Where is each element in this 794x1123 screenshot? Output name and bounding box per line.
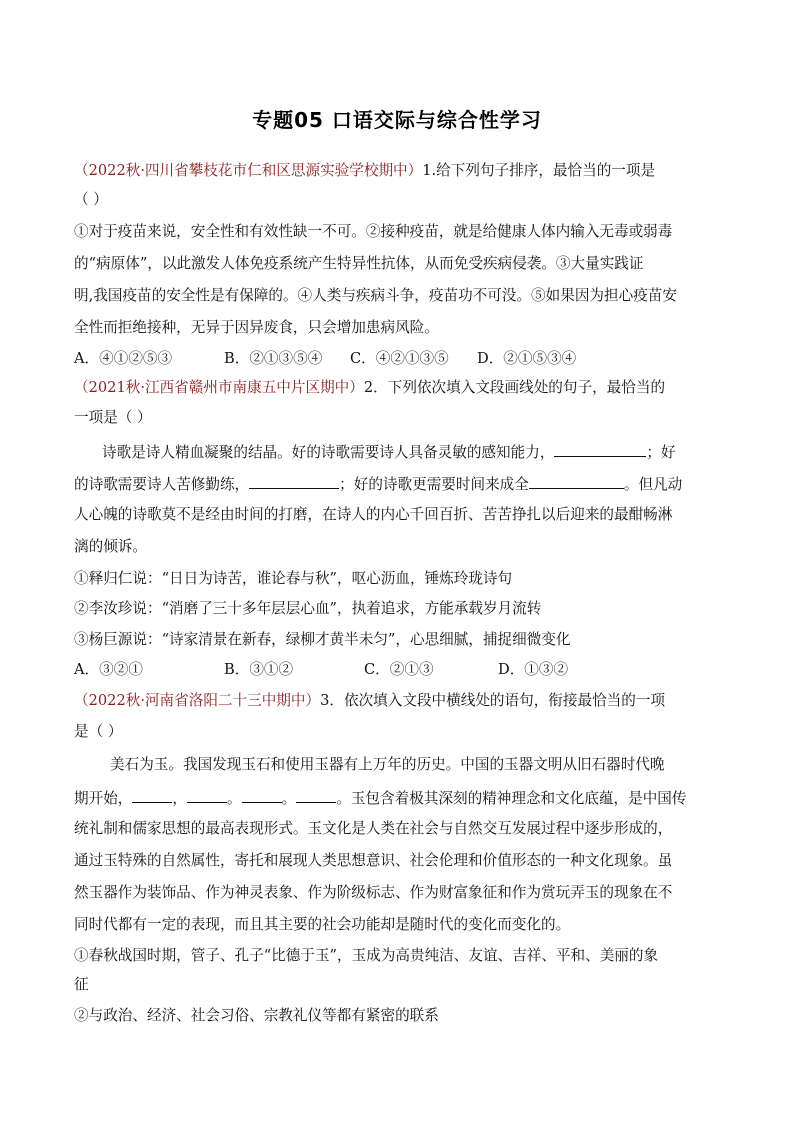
fill-blank <box>529 473 624 489</box>
q1-option-c: C．④②①③⑤ <box>350 350 449 367</box>
q3-para-line-2 <box>74 787 724 809</box>
page-title: 专题05 口语交际与综合性学习 <box>252 108 542 132</box>
q3-para-line-1: 美石为玉。我国发现玉石和使用玉器有上万年的历史。中国的玉器文明从旧石器时代晚 <box>110 756 665 773</box>
q3-stem-line <box>74 691 724 711</box>
q2-sentence-3: ③杨巨源说：“诗家清景在新春，绿柳才黄半未匀”，心思细腻，捕捉细微变化 <box>74 631 571 648</box>
q2-para-text: 。但凡动 <box>623 476 683 493</box>
q1-answer-paren: （ ） <box>74 191 108 208</box>
q2-source: （2021秋·江西省赣州市南康五中片区期中） <box>74 379 364 396</box>
q1-para-line-4: 全性而拒绝接种，无异于因异废食，只会增加患病风险。 <box>74 319 439 336</box>
q2-stem-line <box>74 378 724 398</box>
q3-para-text: 。 <box>227 790 242 807</box>
q1-source: （2022秋·四川省攀枝花市仁和区思源实验学校期中） <box>74 162 423 179</box>
q2-option-b: B．③①② <box>224 661 294 678</box>
q2-option-d: D．①③② <box>498 661 569 678</box>
fill-blank <box>187 787 227 803</box>
q1-stem-line <box>74 161 724 181</box>
q2-stem-line-2: 一项是（ ） <box>74 409 152 426</box>
q3-stem: 3．依次填入文段中横线处的语句，衔接最恰当的一项 <box>320 692 666 709</box>
q3-stem-line-2: 是（ ） <box>74 723 123 740</box>
q3-para-line-4: 通过玉特殊的自然属性，寄托和展现人类思想意识、社会伦理和价值形态的一种文化现象。虽 <box>74 852 673 869</box>
q1-option-b: B．②①③⑤④ <box>224 350 323 367</box>
q3-para-text: 。 <box>281 790 297 807</box>
q1-para-line-2: 的“病原体”，以此激发人体免疫系统产生特异性抗体，从而免受疾病侵袭。③大量实践证 <box>74 255 644 272</box>
q3-sentence-1-cont: 征 <box>74 976 89 993</box>
q1-stem: 1.给下列句子排序，最恰当的一项是 <box>422 162 656 179</box>
fill-blank <box>132 787 172 803</box>
fill-blank <box>554 441 646 457</box>
q2-option-c: C．②①③ <box>364 661 434 678</box>
fill-blank <box>249 473 339 489</box>
q3-sentence-2: ②与政治、经济、社会习俗、宗教礼仪等都有紧密的联系 <box>74 1007 439 1024</box>
q2-para-line-3: 人心魄的诗歌莫不是经由时间的打磨，在诗人的内心千回百折、苦苦挣扎以后迎来的最酣畅淋 <box>74 506 673 523</box>
q3-para-line-5: 然玉器作为装饰品、作为神灵表象、作为阶级标志、作为财富象征和作为赏玩弄玉的现象在不 <box>74 884 673 901</box>
q3-para-text: ， <box>172 790 187 807</box>
q2-para-text: 诗歌是诗人精血凝聚的结晶。好的诗歌需要诗人具备灵敏的感知能力， <box>102 444 555 461</box>
q2-para-line-4: 漓的倾诉。 <box>74 538 147 555</box>
fill-blank <box>296 787 336 803</box>
q2-option-a: A．③②① <box>74 661 143 678</box>
q3-para-text: 期开始， <box>74 790 133 807</box>
q1-option-d: D．②①⑤③④ <box>477 350 577 367</box>
q3-sentence-1: ①春秋战国时期，管子、孔子“比德于玉”，玉成为高贵纯洁、友谊、吉祥、平和、美丽的象 <box>74 947 659 964</box>
q3-para-line-6: 同时代都有一定的表现，而且其主要的社会功能却是随时代的变化而变化的。 <box>74 916 571 933</box>
q3-para-text: 。玉包含着极其深刻的精神理念和文化底蕴，是中国传 <box>336 790 687 807</box>
q3-para-line-3: 统礼制和儒家思想的最高表现形式。玉文化是人类在社会与自然交互发展过程中逐步形成的， <box>74 820 673 837</box>
q2-para-text: ；好的诗歌更需要时间来成全 <box>339 476 529 493</box>
q2-para-text: ；好 <box>646 444 676 461</box>
q3-source: （2022秋·河南省洛阳二十三中期中） <box>74 692 321 709</box>
q2-para-line-2 <box>74 473 724 495</box>
q1-para-line-1: ①对于疫苗来说，安全性和有效性缺一不可。②接种疫苗，就是给健康人体内输入无毒或弱毒 <box>74 223 673 240</box>
q2-stem: 2．下列依次填入文段画线处的句子，最恰当的 <box>363 379 666 396</box>
q2-sentence-2: ②李汝珍说：“消磨了三十多年层层心血”，执着追求，方能承载岁月流转 <box>74 600 542 617</box>
fill-blank <box>242 787 282 803</box>
q2-para-text: 的诗歌需要诗人苦修勤练， <box>74 476 250 493</box>
q1-option-a: A．④①②⑤③ <box>74 350 173 367</box>
q2-sentence-1: ①释归仁说：“日日为诗苦，谁论春与秋”，呕心沥血，锤炼玲珑诗句 <box>74 570 513 587</box>
q1-para-line-3: 明,我国疫苗的安全性是有保障的。④人类与疾病斗争，疫苗功不可没。⑤如果因为担心疫苗安 <box>74 287 677 304</box>
q2-para-line-1 <box>102 441 752 463</box>
